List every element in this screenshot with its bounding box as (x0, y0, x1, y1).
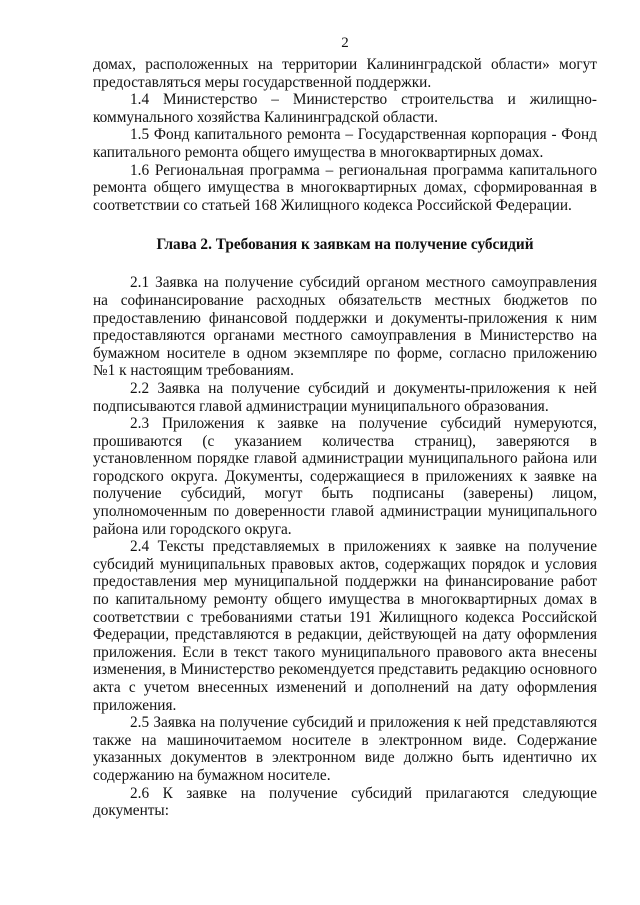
paragraph-1-6: 1.6 Региональная программа – региональная программа капитального ремонта общего имущества в многоквартирных домах, сформированная в соответствии со статьей 168 Жилищного кодекса Российской Федерации. (93, 161, 597, 214)
paragraph-2-1: 2.1 Заявка на получение субсидий органом местного самоуправления на софинансирование расходных обязательств местных бюджетов по предоставлению финансовой поддержки и документы-приложения к ним предоставляются органами местного самоуправления в Министерство на бумажном носителе в одном экземпляре по форме, согласно приложению №1 к настоящим требованиям. (93, 274, 597, 380)
paragraph-2-4: 2.4 Тексты представляемых в приложениях к заявке на получение субсидий муниципальных правовых актов, содержащих порядок и условия предоставления мер муниципальной поддержки на финансирование работ по капитальному ремонту общего имущества в многоквартирных домах в соответствии с требованиями статьи 191 Жилищного кодекса Российской Федерации, представляются в редакции, действующей на дату оформления приложения. Если в текст такого муниципального правового акта внесены изменения, в Министерство рекомендуется представить редакцию основного акта с учетом внесенных изменений и дополнений на дату оформления приложения. (93, 538, 598, 714)
paragraph-2-2: 2.2 Заявка на получение субсидий и документы-приложения к ней подписываются главой администрации муниципального образования. (93, 379, 597, 415)
paragraph-2-6: 2.6 К заявке на получение субсидий прилагаются следующие документы: (93, 784, 597, 820)
document-body (93, 56, 597, 820)
page-number: 2 (341, 35, 349, 51)
chapter-heading: Глава 2. Требования к заявкам на получение субсидий (156, 236, 534, 254)
paragraph-1-4: 1.4 Министерство – Министерство строительства и жилищно-коммунального хозяйства Калининградской области. (93, 91, 597, 126)
paragraph-1-5: 1.5 Фонд капитального ремонта – Государственная корпорация - Фонд капитального ремонта общего имущества в многоквартирных домах. (93, 126, 597, 161)
paragraph-2-3: 2.3 Приложения к заявке на получение субсидий нумеруются, прошиваются (с указанием количества страниц), заверяются в установленном порядке главой администрации муниципального района или городского округа. Документы, содержащиеся в приложениях к заявке на получение субсидий, могут быть подписаны (заверены) лицом, уполномоченным по доверенности главой администрации муниципального района или городского округа. (93, 415, 597, 538)
paragraph-2-5: 2.5 Заявка на получение субсидий и приложения к ней представляются также на машиночитаемом носителе в электронном виде. Содержание указанных документов в электронном виде должно быть идентично их содержанию на бумажном носителе. (93, 714, 597, 784)
paragraph-continuation: домах, расположенных на территории Калининградской области» могут предоставляться меры государственной поддержки. (93, 56, 597, 91)
